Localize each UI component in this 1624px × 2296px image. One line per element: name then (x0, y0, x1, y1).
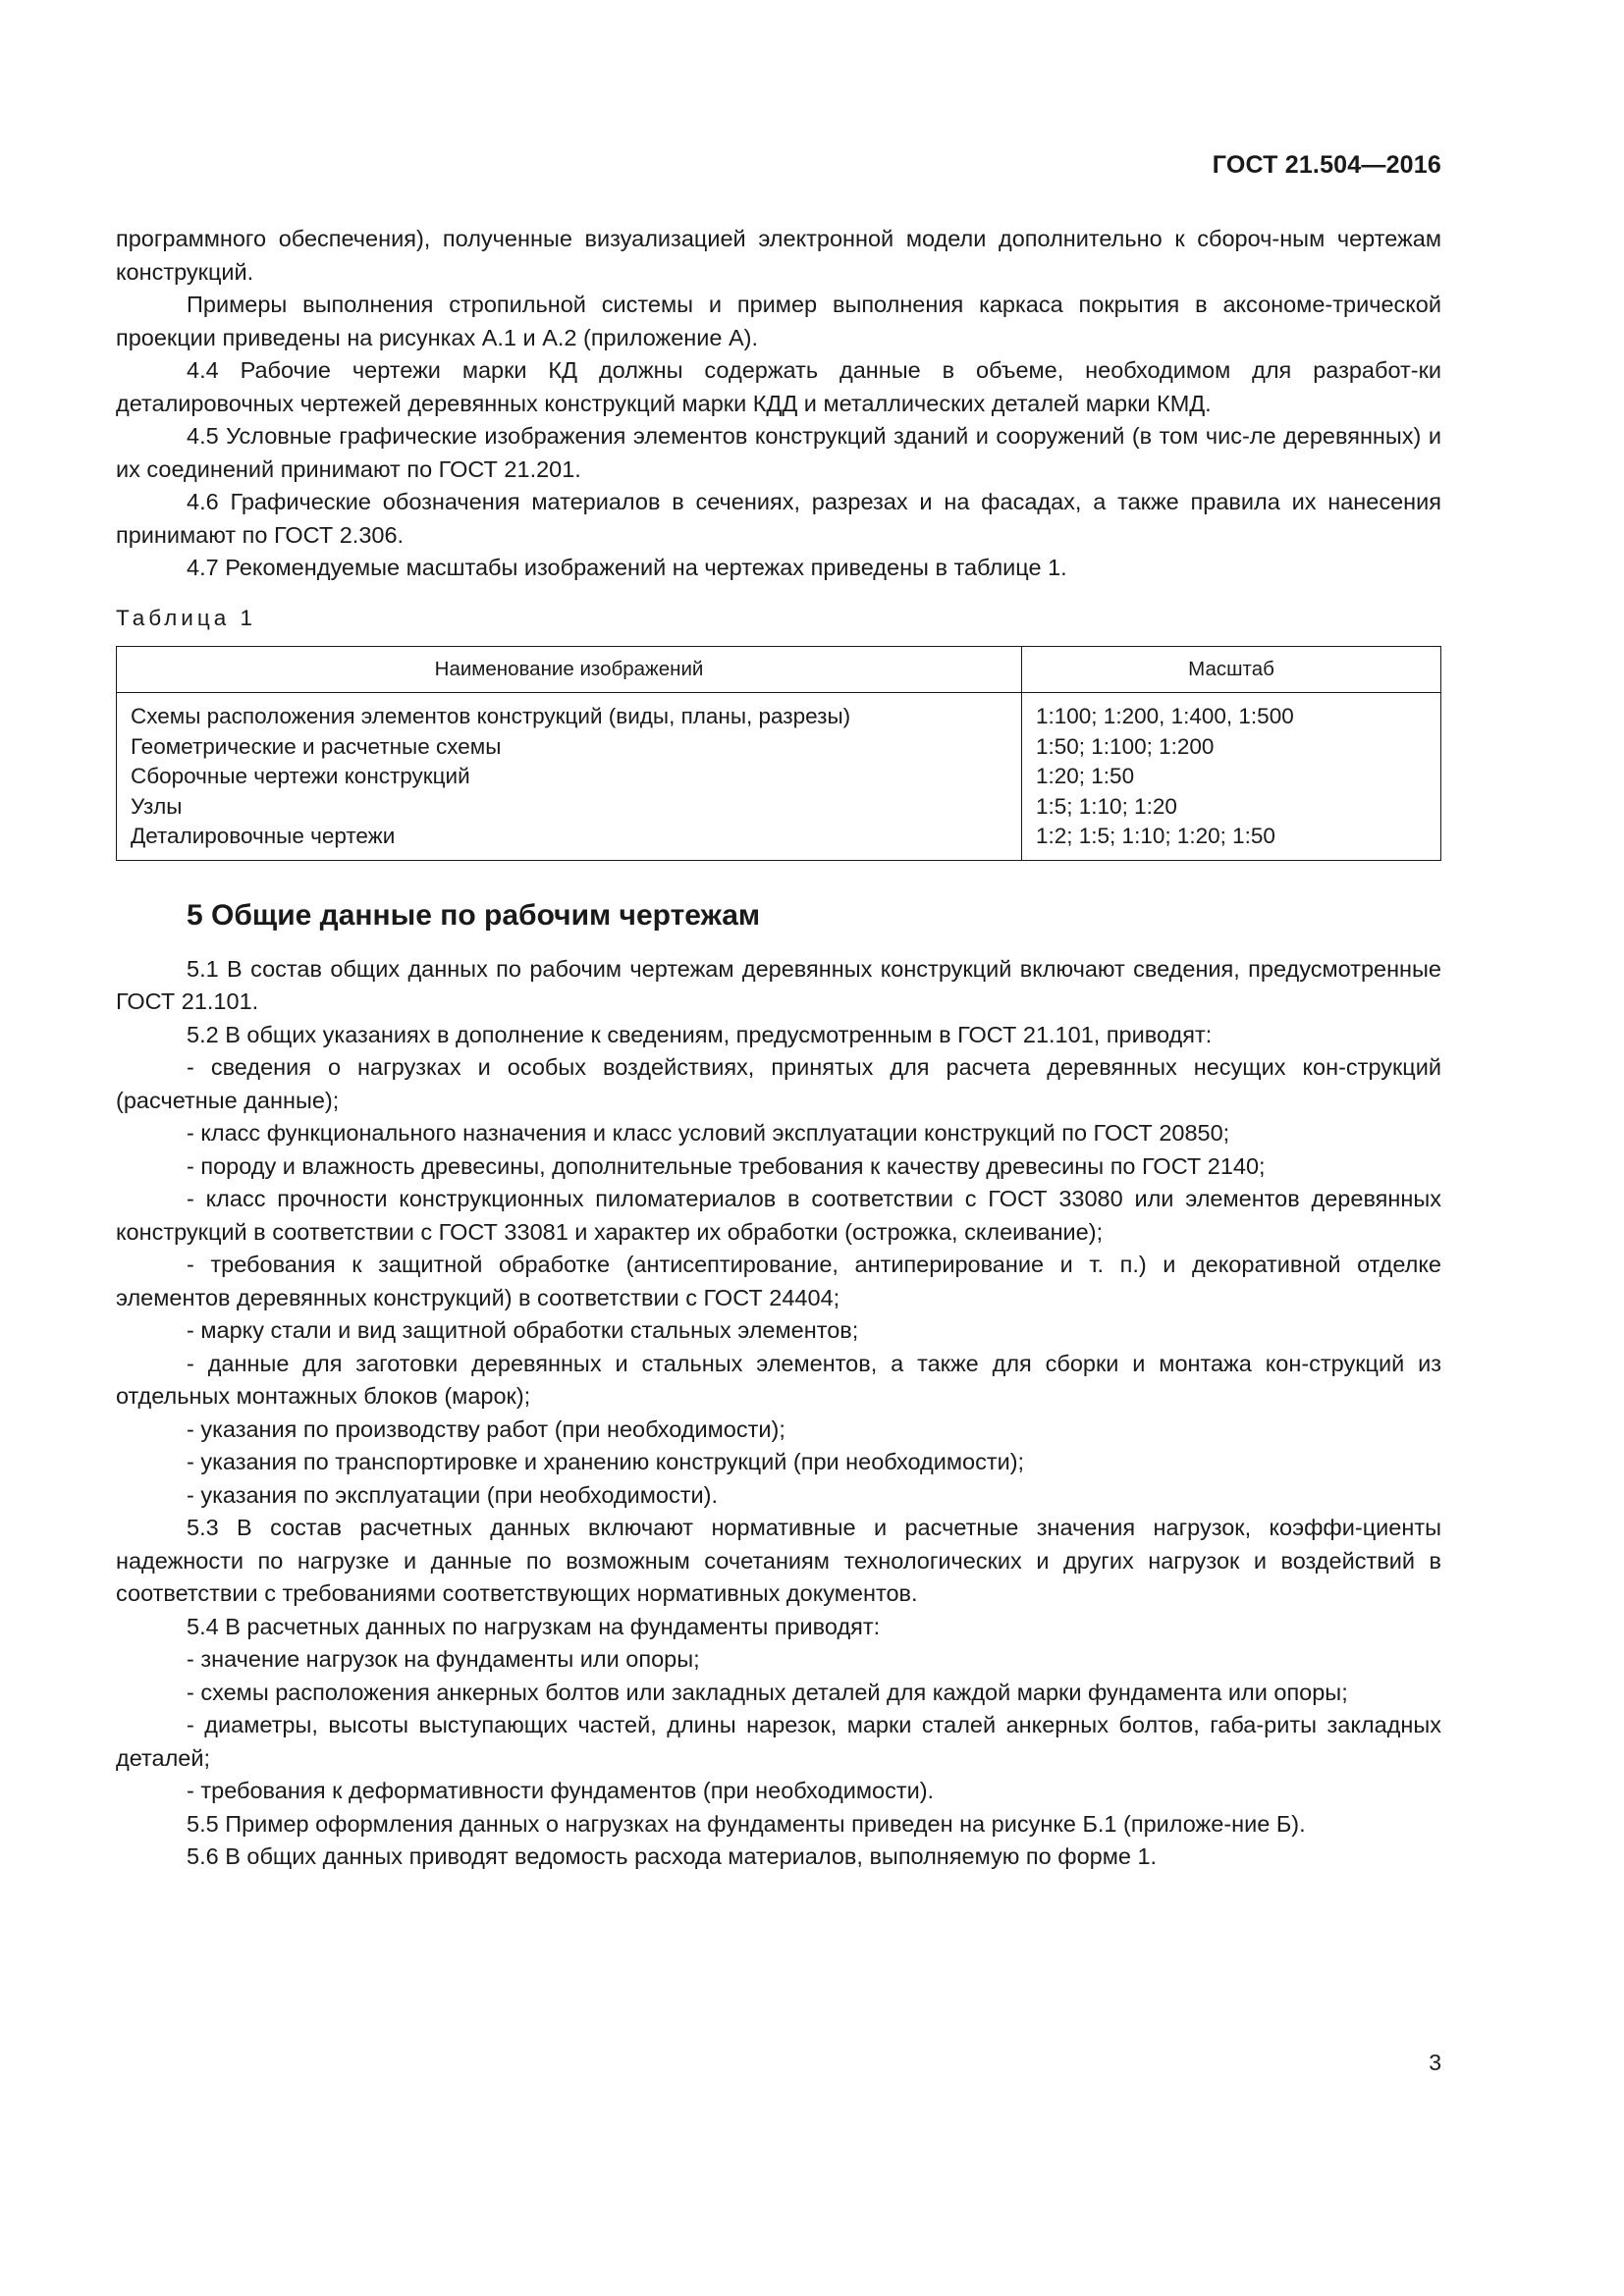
intro-text (116, 223, 1441, 585)
header-scale: Масштаб (1022, 647, 1441, 693)
paragraph-5-2: 5.2 В общих указаниях в дополнение к сведениям, предусмотренным в ГОСТ 21.101, приводят: (187, 1021, 1213, 1047)
list-item: - указания по эксплуатации (при необходимости). (187, 1481, 718, 1508)
list-item: - указания по транспортировке и хранению конструкций (при необходимости); (187, 1449, 1025, 1474)
image-name: Схемы расположения элементов конструкций (виды, планы, разрезы) (131, 704, 851, 728)
image-name: Деталировочные чертежи (131, 824, 396, 848)
page-content (116, 223, 1441, 1874)
image-name: Узлы (131, 793, 183, 819)
paragraph-5-6: 5.6 В общих данных приводят ведомость расхода материалов, выполняемую по форме 1. (187, 1843, 1158, 1869)
list-item: - схемы расположения анкерных болтов или закладных деталей для каждой марки фундамента или опоры; (187, 1679, 1348, 1705)
paragraph-5-1: 5.1 В состав общих данных по рабочим чертежам деревянных конструкций включают сведения, предусмотренные ГОСТ 21.101. (116, 955, 1441, 1014)
scale-value: 1:2; 1:5; 1:10; 1:20; 1:50 (1036, 824, 1275, 848)
list-item: - данные для заготовки деревянных и стальных элементов, а также для сборки и монтажа кон-струкций из отдельных монтажных блоков (марок); (116, 1350, 1441, 1409)
list-item: - класс функционального назначения и класс условий эксплуатации конструкций по ГОСТ 20850; (187, 1120, 1230, 1146)
list-item: - требования к защитной обработке (антисептирование, антиперирование и т. п.) и декоративной отделке элементов деревянных конструкций) в соответствии с ГОСТ 24404; (116, 1252, 1441, 1310)
table-caption: Таблица 1 (116, 605, 256, 630)
table-row (117, 693, 1441, 861)
section-5-body (116, 953, 1441, 1874)
image-name-cell (117, 693, 1022, 861)
table-header-row (117, 647, 1441, 693)
list-item: - требования к деформативности фундаментов (при необходимости). (187, 1778, 935, 1803)
list-item: - класс прочности конструкционных пиломатериалов в соответствии с ГОСТ 33080 или элементов деревянных конструкций в соответствии с ГОСТ 33081 и характер их обработки (острожка, склеивание); (116, 1186, 1441, 1245)
paragraph-5-4: 5.4 В расчетных данных по нагрузкам на фундаменты приводят: (187, 1613, 881, 1639)
section-5-heading: 5 Общие данные по рабочим чертежам (187, 898, 761, 932)
scales-table (116, 646, 1441, 861)
paragraph-4-5: 4.5 Условные графические изображения элементов конструкций зданий и сооружений (в том чис-ле деревянных) и их соединений принимают по ГОСТ 21.201. (116, 423, 1441, 482)
page-number: 3 (1429, 2050, 1441, 2075)
list-item: - марку стали и вид защитной обработки стальных элементов; (187, 1317, 859, 1343)
document-page (116, 0, 1441, 2296)
paragraph-examples: Примеры выполнения стропильной системы и пример выполнения каркаса покрытия в аксономе-трической проекции приведены на рисунках А.1 и А.2 (приложение А). (116, 292, 1441, 350)
paragraph-4-6: 4.6 Графические обозначения материалов в сечениях, разрезах и на фасадах, а также правила их нанесения принимают по ГОСТ 2.306. (116, 489, 1441, 548)
standard-code-header: ГОСТ 21.504—2016 (1212, 151, 1441, 179)
list-item: - указания по производству работ (при необходимости); (187, 1415, 785, 1442)
list-item: - сведения о нагрузках и особых воздействиях, принятых для расчета деревянных несущих кон-струкций (расчетные данные); (116, 1054, 1441, 1113)
scale-value: 1:5; 1:10; 1:20 (1036, 793, 1177, 819)
scale-value: 1:50; 1:100; 1:200 (1036, 733, 1215, 759)
paragraph-4-4: 4.4 Рабочие чертежи марки КД должны содержать данные в объеме, необходимом для разработ-ки деталировочных чертежей деревянных конструкций марки КДД и металлических деталей марки КМД. (116, 357, 1441, 416)
header-image-name: Наименование изображений (117, 647, 1022, 693)
list-item: - породу и влажность древесины, дополнительные требования к качеству древесины по ГОСТ 2140; (187, 1152, 1266, 1179)
paragraph-5-3: 5.3 В состав расчетных данных включают нормативные и расчетные значения нагрузок, коэффи-циенты надежности по нагрузке и данные по возможным сочетаниям технологических и других нагрузок и воздействий в соответствии с требованиями соответствующих нормативных документов. (116, 1515, 1441, 1606)
paragraph-5-5: 5.5 Пример оформления данных о нагрузках на фундаменты приведен на рисунке Б.1 (приложе-ние Б). (187, 1810, 1306, 1837)
scale-cell (1022, 693, 1441, 861)
paragraph-4-7: 4.7 Рекомендуемые масштабы изображений на чертежах приведены в таблице 1. (187, 555, 1067, 580)
paragraph-continuation: программного обеспечения), полученные визуализацией электронной модели дополнительно к сбороч-ным чертежам конструкций. (116, 226, 1441, 285)
list-item: - значение нагрузок на фундаменты или опоры; (187, 1646, 700, 1672)
scale-value: 1:100; 1:200, 1:400, 1:500 (1036, 704, 1294, 728)
list-item: - диаметры, высоты выступающих частей, длины нарезок, марки сталей анкерных болтов, габа-риты закладных деталей; (116, 1712, 1441, 1771)
scale-value: 1:20; 1:50 (1036, 764, 1135, 788)
image-name: Сборочные чертежи конструкций (131, 764, 470, 788)
image-name: Геометрические и расчетные схемы (131, 733, 502, 759)
